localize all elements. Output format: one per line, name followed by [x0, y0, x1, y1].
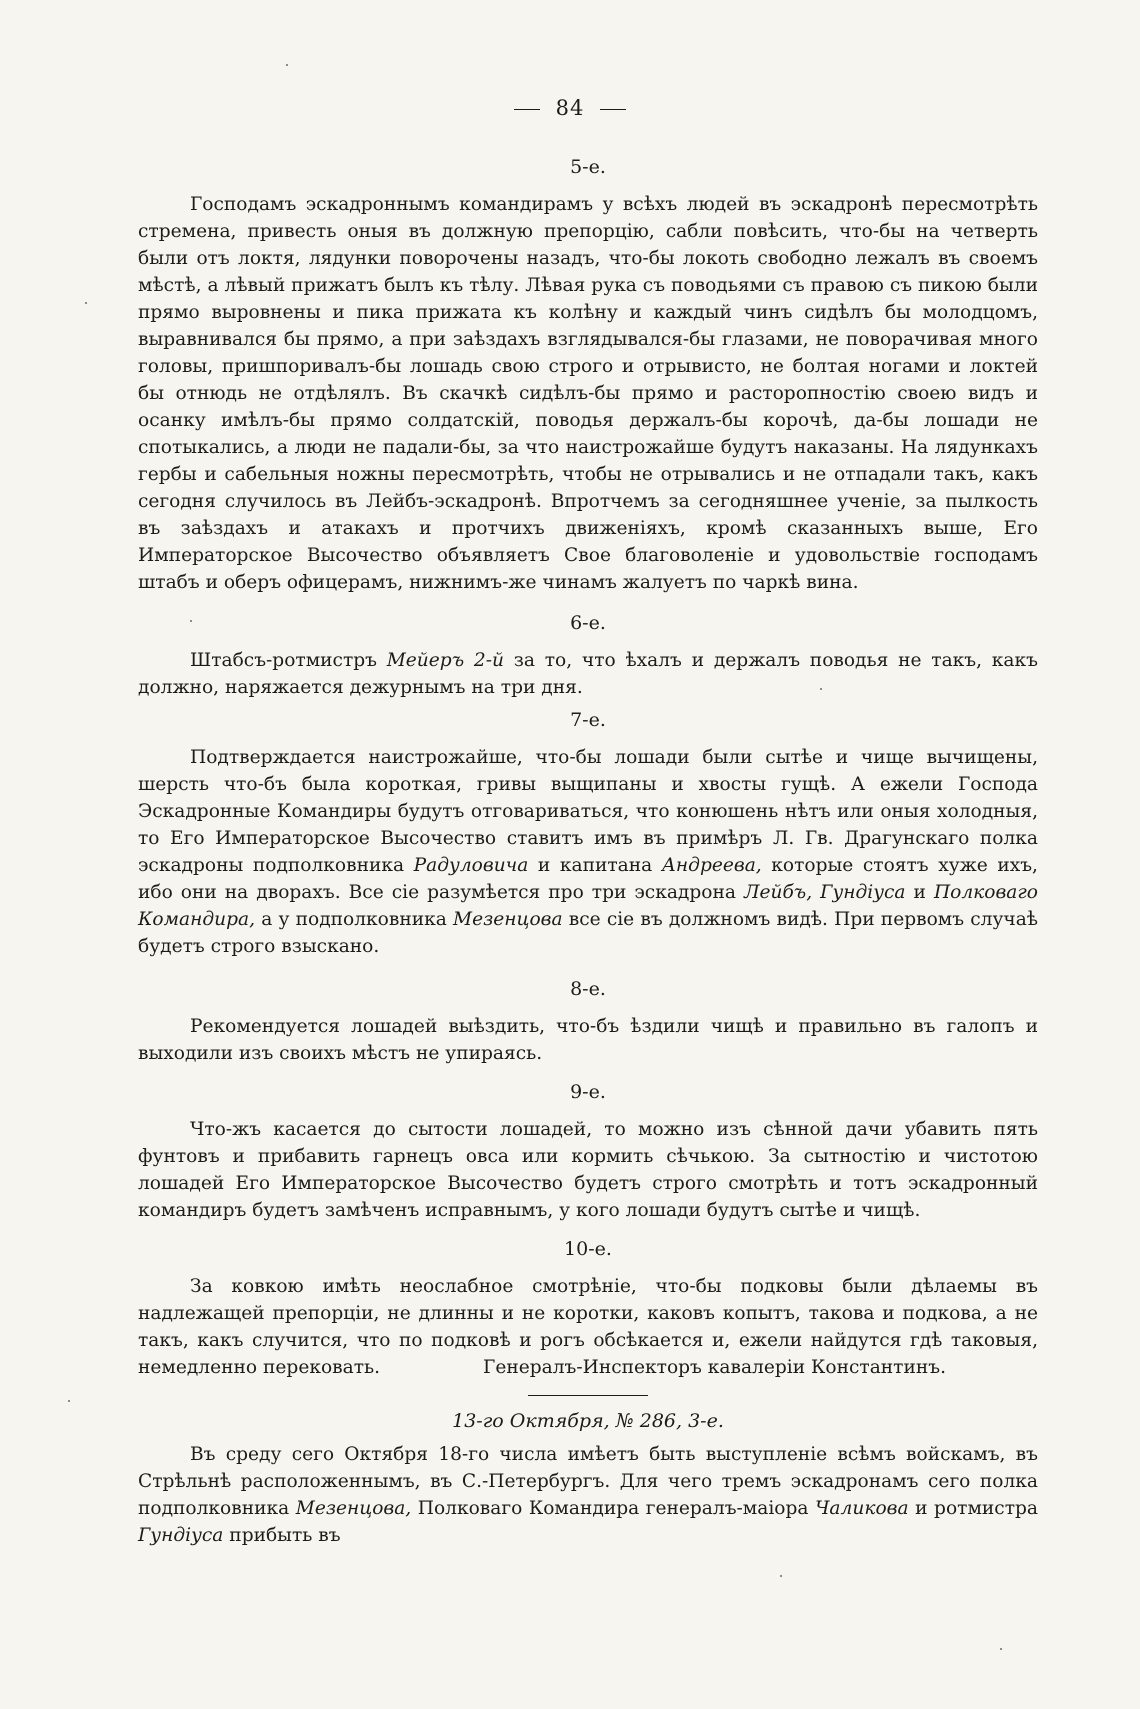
- section-6-pre: Штабсъ-ротмистръ: [190, 650, 377, 671]
- section-7-text: [138, 744, 1038, 960]
- paper-speck: [190, 620, 192, 622]
- paper-speck: [85, 302, 87, 304]
- separator-rule: [528, 1395, 648, 1396]
- order-n1: Мезенцова,: [295, 1498, 412, 1519]
- section-5-heading: 5-е.: [570, 156, 606, 178]
- s7-t5: а у подполковника: [261, 909, 447, 930]
- section-5-text: Господамъ эскадроннымъ командирамъ у всѣхъ людей въ эскадронѣ пересмотрѣть стремена, привесть оныя въ должную препорцію, сабли повѣсить, что-бы на четверть были отъ локтя, лядунки поворочены назадъ, что-бы локоть свободно лежалъ въ своемъ мѣстѣ, а лѣвый прижатъ былъ къ тѣлу. Лѣвая рука съ поводьями съ правою съ пикою были прямо выровнены и пика прижата къ колѣну и каждый чинъ сидѣлъ бы молодцомъ, выравнивался бы прямо, а при заѣздахъ взглядывался-бы глазами, не поворачивая много головы, пришпоривалъ-бы лошадь свою строго и отрывисто, не болтая ногами и локтей бы отнюдь не отдѣлялъ. Въ скачкѣ сидѣлъ-бы прямо и расторопностію своею видъ и осанку имѣлъ-бы прямо солдатскій, поводья держалъ-бы корочѣ, да-бы лошади не спотыкались, а люди не падали-бы, за что наистрожайше будутъ наказаны. На лядункахъ гербы и сабельныя ножны пересмотрѣть, чтобы не отрывались и не отпадали такъ, какъ сегодня случилось въ Лейбъ-эскадронѣ. Впротчемъ за сегодняшнее ученіе, за пылкость въ заѣздахъ и атакахъ и протчихъ движеніяхъ, кромѣ сказанныхъ выше, Его Императорское Высочество объявляетъ Свое благоволеніе и удовольствіе господамъ штабъ и оберъ офицерамъ, нижнимъ-же чинамъ жалуетъ по чаркѣ вина.: [138, 194, 1038, 593]
- s7-n2: Андреева,: [661, 855, 762, 876]
- s7-t6: все сіе въ должномъ видѣ. При первомъ случаѣ будетъ строго взыскано.: [138, 909, 1039, 957]
- order-heading: 13-го Октября, № 286, 3-е.: [452, 1410, 724, 1432]
- order-n3: Гундіуса: [138, 1525, 224, 1546]
- dash-left: [514, 109, 540, 110]
- order-t3: и ротмистра: [915, 1498, 1038, 1519]
- order-t4: прибыть въ: [229, 1525, 341, 1546]
- paper-speck: [286, 64, 288, 66]
- section-7-heading: 7-е.: [570, 709, 606, 731]
- s7-t1: Подтверждается наистрожайше, что-бы лошади были сытѣе и чище вычищены, шерсть что-бъ была короткая, гривы выщипаны и хвосты гущѣ. А ежели Господа Эскадронные Командиры будутъ отговариваться, что конюшень нѣтъ или оныя холодныя, то Его Императорское Высочество ставитъ имъ въ примѣръ Л. Гв. Драгунскаго полка эскадроны подполковника: [138, 747, 1038, 876]
- order-n2: Чаликова: [815, 1498, 909, 1519]
- dash-right: [600, 109, 626, 110]
- paper-speck: [820, 688, 822, 690]
- order-text: [138, 1441, 1038, 1549]
- s7-t2: и капитана: [537, 855, 653, 876]
- order-t1: Въ среду сего Октября 18-го числа имѣетъ быть выступленіе всѣмъ войскамъ, въ Стрѣльнѣ расположеннымъ, въ С.-Петербургъ. Для чего тремъ эскадронамъ сего полка подполковника: [138, 1444, 1038, 1519]
- paper-speck: [68, 1400, 70, 1402]
- section-6-post: за то, что ѣхалъ и держалъ поводья не такъ, какъ должно, наряжается дежурнымъ на три дня.: [138, 650, 1038, 698]
- signature: Генералъ-Инспекторъ кавалеріи Константинъ.: [483, 1357, 946, 1378]
- s7-n4: Полковаго Командира,: [138, 882, 1038, 930]
- s7-t3: которые стоятъ хуже ихъ, ибо они на дворахъ. Все сіе разумѣется про три эскадрона: [138, 855, 1038, 903]
- s7-t4: и: [913, 882, 926, 903]
- section-8-text: Рекомендуется лошадей выѣздить, что-бъ ѣздили чищѣ и правильно въ галопъ и выходили изъ своихъ мѣстъ не упираясь.: [138, 1016, 1038, 1064]
- paper-speck: [780, 1575, 782, 1577]
- section-6-heading: 6-е.: [570, 612, 606, 634]
- paper-speck: [1000, 1648, 1002, 1650]
- section-10-heading: 10-е.: [564, 1238, 612, 1260]
- section-9-text: Что-жъ касается до сытости лошадей, то можно изъ сѣнной дачи убавить пять фунтовъ и прибавить гарнецъ овса или кормить сѣчькою. За сытностію и чистотою лошадей Его Императорское Высочество будетъ строго смотрѣть и тотъ эскадронный командиръ будетъ замѣченъ исправнымъ, у кого лошади будутъ сытѣе и чищѣ.: [138, 1119, 1038, 1221]
- order-t2: Полковаго Командира генералъ-маіора: [417, 1498, 809, 1519]
- section-10-text: За ковкою имѣть неослабное смотрѣніе, что-бы подковы были дѣлаемы въ надлежащей препорціи, не длинны и не коротки, каковъ копытъ, такова и подкова, а не такъ, какъ случится, что по подковѣ и рогъ обсѣкается и, ежели найдутся гдѣ таковыя, немедленно перековать.: [138, 1276, 1038, 1378]
- page-number: 84: [555, 96, 585, 120]
- section-8-heading: 8-е.: [570, 978, 606, 1000]
- s7-n3: Лейбъ, Гундіуса: [743, 882, 906, 903]
- s7-n1: Радуловича: [413, 855, 529, 876]
- section-9-heading: 9-е.: [570, 1081, 606, 1103]
- section-6-text: [138, 647, 1038, 701]
- s7-n5: Мезенцова: [453, 909, 563, 930]
- document-body: [138, 148, 1038, 1549]
- page-number-line: [0, 96, 1140, 120]
- section-6-name: Мейеръ 2-й: [386, 650, 504, 671]
